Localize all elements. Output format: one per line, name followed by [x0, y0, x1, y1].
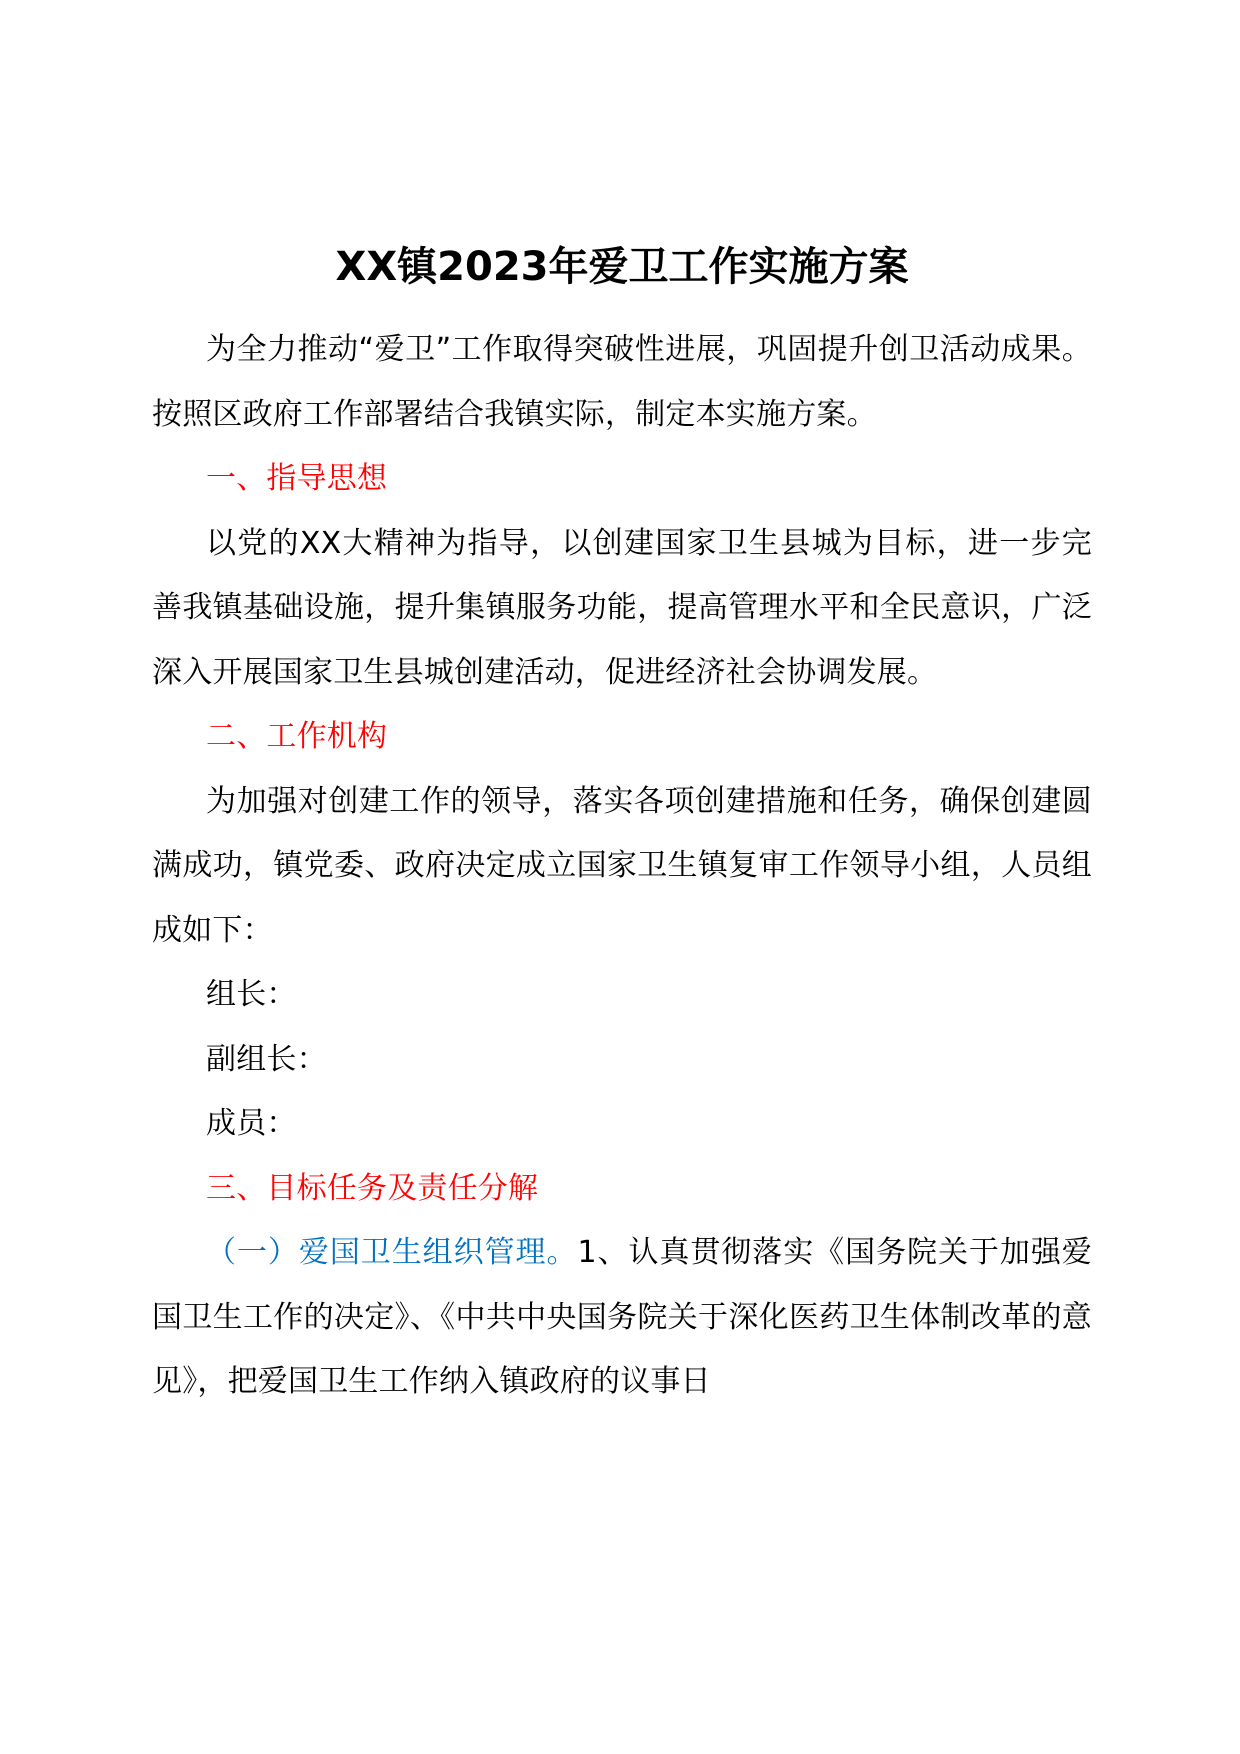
- section-2-paragraph: 为加强对创建工作的领导，落实各项创建措施和任务，确保创建圆满成功，镇党委、政府决定成立国家卫生镇复审工作领导小组，人员组成如下：: [152, 783, 1092, 948]
- document-content: [152, 238, 1092, 1415]
- subsection-1-paragraph: [152, 1221, 1092, 1415]
- section-1-paragraph: 以党的XX大精神为指导，以创建国家卫生县城为目标，进一步完善我镇基础设施，提升集镇服务功能，提高管理水平和全民意识，广泛深入开展国家卫生县城创建活动，促进经济社会协调发展。: [152, 525, 1092, 690]
- document-title: XX镇2023年爱卫工作实施方案: [335, 244, 909, 290]
- members-label: 成员：: [206, 1106, 297, 1141]
- section-1-heading: 一、指导思想: [206, 461, 388, 496]
- subsection-1-text: 1、认真贯彻落实《国务院关于加强爱国卫生工作的决定》、《中共中央国务院关于深化医药卫生体制改革的意见》，把爱国卫生工作纳入镇政府的议事日: [152, 1235, 1092, 1399]
- intro-paragraph: 为全力推动“爱卫”工作取得突破性进展，巩固提升创卫活动成果。按照区政府工作部署结合我镇实际，制定本实施方案。: [152, 332, 1092, 432]
- section-3-heading: 三、目标任务及责任分解: [206, 1170, 539, 1206]
- deputy-leader-label: 副组长：: [206, 1041, 327, 1077]
- group-leader-label: 组长：: [206, 977, 297, 1012]
- section-2-heading: 二、工作机构: [206, 719, 388, 754]
- subsection-1-heading: （一）爱国卫生组织管理。: [206, 1235, 578, 1270]
